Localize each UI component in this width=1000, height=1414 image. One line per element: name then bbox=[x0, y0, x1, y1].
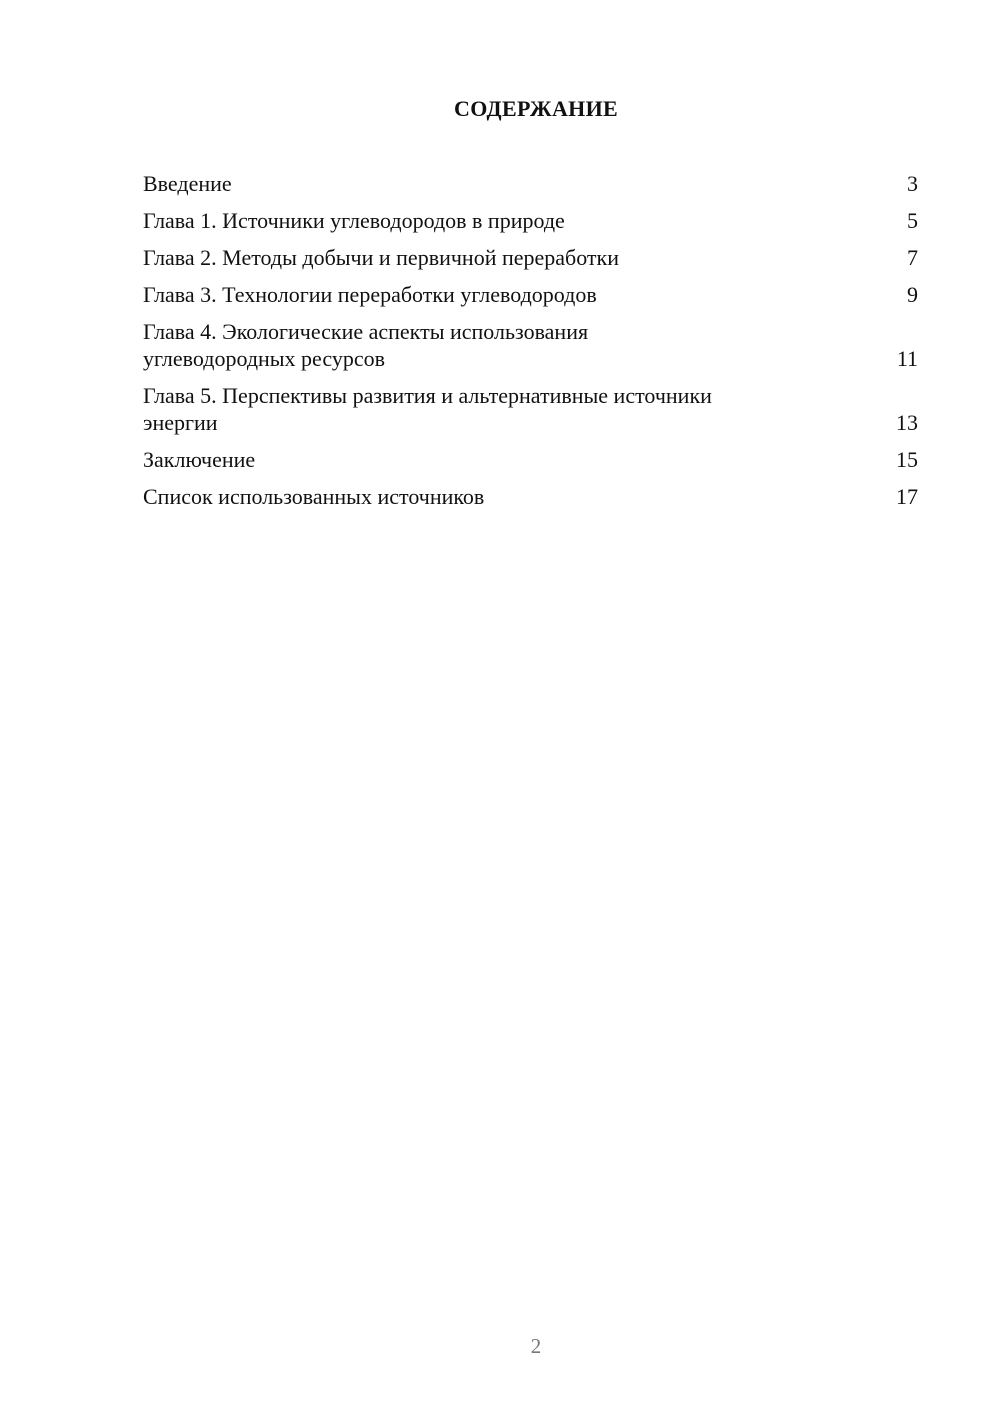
toc-entry-page: 15 bbox=[896, 447, 918, 472]
toc-entry-page: 9 bbox=[907, 282, 918, 307]
toc-entry-chapter-5[interactable] bbox=[143, 382, 918, 436]
toc-entry-chapter-2[interactable] bbox=[143, 244, 918, 271]
toc-entry-page: 13 bbox=[896, 410, 918, 435]
toc-entry-page: 11 bbox=[896, 346, 918, 371]
toc-entry-introduction[interactable] bbox=[143, 170, 918, 197]
toc-entry-title bbox=[143, 170, 888, 197]
toc-entry-title-line: Список использованных источников bbox=[143, 484, 485, 509]
toc-entry-title-line: Глава 3. Технологии переработки углеводородов bbox=[143, 282, 597, 307]
toc-entry-title bbox=[143, 382, 888, 436]
toc-entry-title-line: Заключение bbox=[143, 447, 256, 472]
toc-entry-title-line: Глава 2. Методы добычи и первичной переработки bbox=[143, 245, 620, 270]
toc-entry-chapter-1[interactable] bbox=[143, 207, 918, 234]
toc-entry-title bbox=[143, 207, 888, 234]
toc-entry-page: 3 bbox=[907, 171, 918, 196]
page-title: СОДЕРЖАНИЕ bbox=[454, 96, 618, 121]
toc-entry-title bbox=[143, 483, 888, 510]
toc-entry-page: 7 bbox=[907, 245, 918, 270]
page-number: 2 bbox=[530, 1334, 542, 1358]
toc-entry-title-line: Глава 5. Перспективы развития и альтернативные источники bbox=[143, 383, 712, 408]
toc-entry-references[interactable] bbox=[143, 483, 918, 510]
toc-entry-title bbox=[143, 244, 888, 271]
table-of-contents bbox=[143, 170, 918, 520]
toc-entry-conclusion[interactable] bbox=[143, 446, 918, 473]
toc-entry-chapter-3[interactable] bbox=[143, 281, 918, 308]
toc-entry-title bbox=[143, 281, 888, 308]
toc-entry-title-line: Глава 1. Источники углеводородов в природе bbox=[143, 208, 565, 233]
toc-entry-title bbox=[143, 318, 888, 372]
toc-entry-title bbox=[143, 446, 888, 473]
toc-entry-title-line: Введение bbox=[143, 171, 232, 196]
toc-entry-title-line: Глава 4. Экологические аспекты использования bbox=[143, 319, 589, 344]
toc-entry-chapter-4[interactable] bbox=[143, 318, 918, 372]
toc-entry-title-line: энергии bbox=[143, 410, 218, 435]
toc-entry-page: 5 bbox=[907, 208, 918, 233]
toc-entry-page: 17 bbox=[896, 484, 918, 509]
toc-entry-title-line: углеводородных ресурсов bbox=[143, 346, 385, 371]
